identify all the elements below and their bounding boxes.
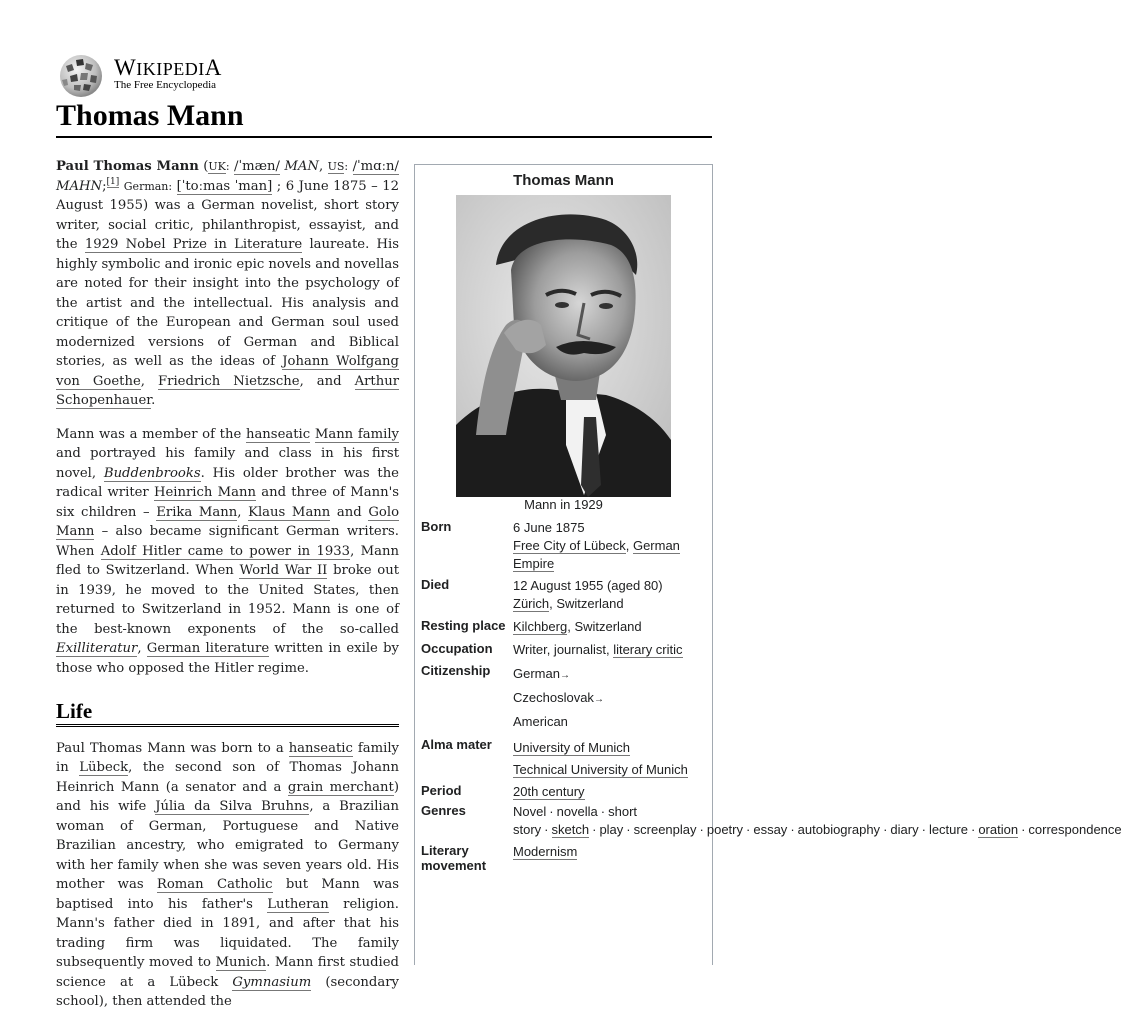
citizenship-label: Citizenship xyxy=(421,663,491,678)
genre-item: correspondence xyxy=(1028,822,1122,837)
lubeck-link[interactable]: Lübeck xyxy=(79,760,129,775)
born-date: 6 June 1875 xyxy=(513,520,585,535)
kilchberg-link[interactable]: Kilchberg xyxy=(513,619,568,634)
us-ipa-link[interactable]: /ˈmɑːn/ xyxy=(352,159,399,174)
genre-item: essay xyxy=(753,822,788,837)
german-ipa-link[interactable]: [ˈtoːmas ˈman] xyxy=(176,178,273,194)
uk-respelling: MAN xyxy=(284,159,319,174)
born-place-link[interactable]: Free City of Lübeck xyxy=(513,538,626,553)
mann-family-link[interactable]: Mann family xyxy=(314,426,399,442)
life-text-h: . Mann first studied science at a Lübeck xyxy=(56,955,399,990)
p2-text-c: . His older brother was the radical writer xyxy=(56,465,399,500)
uk-pronunciation-link[interactable]: UK xyxy=(208,160,226,173)
exilliteratur-link[interactable]: Exilliteratur xyxy=(56,641,138,656)
genre-item: short story xyxy=(513,804,638,837)
20th-century-link[interactable]: 20th century xyxy=(513,784,585,799)
genre-item: autobiography xyxy=(797,822,881,837)
german-empire-link[interactable]: German Empire xyxy=(513,538,680,571)
golo-mann-link[interactable]: Golo Mann xyxy=(56,504,400,539)
zurich-link[interactable]: Zürich xyxy=(513,596,550,611)
genres-value: Novel · novella · short story · sketch · play · screenplay · poetry · essay · autobiography · diary · lecture · oration · correspondence xyxy=(513,804,1122,837)
intro-text-b: laureate. His highly symbolic and ironic epic novels and novellas are noted for their insight into the psychology of the artist and the intellectual. His analysis and critique of the European and German soul used modernized versions of German and Biblical stories, as well as the ideas of xyxy=(56,237,400,369)
roman-catholic-link[interactable]: Roman Catholic xyxy=(156,877,273,892)
klaus-mann-link[interactable]: Klaus Mann xyxy=(248,504,331,520)
life-text-d: ) and his wife xyxy=(56,779,399,814)
oration-link[interactable]: oration xyxy=(978,822,1019,837)
genre-item: lecture xyxy=(928,822,968,837)
goethe-link[interactable]: Johann Wolfgang von Goethe xyxy=(56,354,399,389)
row-occupation xyxy=(421,641,709,659)
citizenship-czechoslovak: Czechoslovak xyxy=(513,690,594,705)
hitler-power-link[interactable]: Adolf Hitler came to power in 1933 xyxy=(100,543,351,559)
genre-item: novella xyxy=(556,804,598,819)
life-text-c: , the second son of Thomas Johann Heinrich Mann (a senator and a xyxy=(56,760,399,795)
site-header xyxy=(56,54,716,98)
heinrich-mann-link[interactable]: Heinrich Mann xyxy=(153,485,256,500)
row-died xyxy=(421,577,709,613)
genre-item: screenplay xyxy=(633,822,697,837)
row-born xyxy=(421,519,709,573)
p2-text-g: broke out in 1939, he moved to the United States, then returned to Switzerland in 1952. Mann is one of the best-known exponents of the so-called xyxy=(56,563,399,637)
alma-mater-label: Alma mater xyxy=(421,737,492,752)
died-country: Switzerland xyxy=(556,596,624,611)
genre-item: play xyxy=(599,822,624,837)
died-value: 12 August 1955 (aged 80) Zürich, Switzerland xyxy=(513,577,709,613)
us-pronunciation-link[interactable]: US xyxy=(327,160,345,173)
citizenship-american: American xyxy=(513,714,568,729)
occupation-label: Occupation xyxy=(421,641,493,656)
life-text-b: family in xyxy=(56,740,399,775)
row-citizenship xyxy=(421,663,709,733)
literary-critic-link[interactable]: literary critic xyxy=(613,642,683,657)
literary-movement-label: Literary movement xyxy=(421,843,487,873)
schopenhauer-link[interactable]: Arthur Schopenhauer xyxy=(56,373,400,408)
page-title: Thomas Mann xyxy=(56,96,712,138)
wikipedia-wordmark[interactable] xyxy=(114,56,222,92)
german-label: German xyxy=(123,179,169,193)
subject-name: Paul Thomas Mann xyxy=(56,159,199,174)
section-heading-life: Life xyxy=(56,702,399,727)
row-literary-movement xyxy=(421,843,709,873)
uk-ipa-link[interactable]: /ˈmæn/ xyxy=(234,159,280,174)
arrow-right-icon: → xyxy=(593,694,604,705)
julia-bruhns-link[interactable]: Júlia da Silva Bruhns xyxy=(155,799,310,814)
intro-text-a: ; 6 June 1875 – 12 August 1955) was a German novelist, short story writer, social critic, philanthropist, essayist, and the xyxy=(56,178,400,252)
wordmark-title: WIKIPEDIA xyxy=(114,55,222,80)
infobox-rows xyxy=(421,519,1122,873)
infobox-title: Thomas Mann xyxy=(513,172,614,189)
life-text-g: religion. Mann's father died in 1891, and after that his trading firm was liquidated. The family subsequently moved to xyxy=(56,896,399,970)
arrow-right-icon: → xyxy=(559,670,570,681)
life-text-f: but Mann was baptised into his father's xyxy=(56,877,399,912)
period-value xyxy=(513,783,709,801)
period-label: Period xyxy=(421,783,462,798)
row-genres xyxy=(421,803,1122,839)
life-text-e: , a Brazilian woman of German, Portuguese and Native Brazilian ancestry, who emigrated to Germany with her family when she was seven years old. His mother was xyxy=(56,799,399,892)
lutheran-link[interactable]: Lutheran xyxy=(267,896,329,912)
modernism-link[interactable]: Modernism xyxy=(513,844,578,859)
row-resting-place xyxy=(421,618,709,636)
p2-text-b: and portrayed his family and class in his first novel, xyxy=(56,446,399,481)
erika-mann-link[interactable]: Erika Mann xyxy=(156,504,238,520)
died-label: Died xyxy=(421,577,450,592)
row-period xyxy=(421,783,709,801)
p2-text-h: written in exile by those who opposed the Hitler regime. xyxy=(56,641,399,676)
university-munich-link[interactable]: University of Munich xyxy=(513,740,631,755)
life-text-a: Paul Thomas Mann was born to a xyxy=(56,740,289,756)
sketch-link[interactable]: sketch xyxy=(551,822,590,837)
born-value: 6 June 1875 Free City of Lübeck, German Empire xyxy=(513,519,709,573)
wordmark-tagline: The Free Encyclopedia xyxy=(114,79,217,91)
life-hanseatic-link[interactable]: hanseatic xyxy=(288,740,353,756)
literary-movement-value xyxy=(513,843,709,873)
p2-text-e: – also became significant German writers. When xyxy=(56,524,399,559)
intro-paragraph-1: Paul Thomas Mann (UK: /ˈmæn/ MAN, US: /ˈmɑːn/ MAHN;[1] German: [ˈtoːmas ˈman] ; 6 June 1875 – 12 August 1955) was a German novelist, short story writer, social critic, philanthropist, essayist, and the 1929 Nobel Prize in Literature laureate. His highly symbolic and ironic epic novels and novellas are noted for their insight into the psychology of the artist and the intellectual. His analysis and critique of the European and German soul used modernized versions of German and Biblical stories, as well as the ideas of Johann Wolfgang von Goethe, Friedrich Nietzsche, and Arthur Schopenhauer. xyxy=(56,159,400,408)
died-date: 12 August 1955 (aged 80) xyxy=(513,578,663,593)
gymnasium-link[interactable]: Gymnasium xyxy=(232,974,312,990)
occupation-text: Writer, journalist, xyxy=(513,642,614,657)
genres-label: Genres xyxy=(421,803,466,818)
buddenbrooks-link[interactable]: Buddenbrooks xyxy=(103,465,201,481)
nietzsche-link[interactable]: Friedrich Nietzsche xyxy=(157,373,300,389)
resting-country: Switzerland xyxy=(574,619,642,634)
wikipedia-globe-icon[interactable] xyxy=(56,54,106,98)
infobox xyxy=(414,164,1122,965)
row-alma-mater xyxy=(421,737,709,781)
resting-value: Kilchberg, Switzerland xyxy=(513,619,642,634)
portrait-caption: Mann in 1929 xyxy=(524,497,603,512)
born-label: Born xyxy=(421,519,452,534)
reference-1[interactable]: [1] xyxy=(106,177,120,188)
p2-text-f: , Mann fled to Switzerland. When xyxy=(56,543,399,578)
p2-text-d: and three of Mann's six children – xyxy=(56,485,399,520)
resting-label: Resting place xyxy=(421,618,506,633)
citizenship-german: German xyxy=(513,666,560,681)
p2-text-a: Mann was a member of the xyxy=(56,426,246,442)
article-body xyxy=(56,157,399,1026)
portrait-photo[interactable] xyxy=(456,195,671,497)
occupation-value xyxy=(513,641,709,659)
genre-item: diary xyxy=(890,822,919,837)
technical-university-munich-link[interactable]: Technical University of Munich xyxy=(513,762,688,777)
genre-item: poetry xyxy=(706,822,743,837)
life-text-i: (secondary school), then attended the xyxy=(56,974,399,1009)
nobel-prize-link[interactable]: 1929 Nobel Prize in Literature xyxy=(84,237,303,252)
alma-mater-value xyxy=(513,737,709,781)
life-paragraph-1 xyxy=(56,739,399,1012)
ww2-link[interactable]: World War II xyxy=(239,563,328,578)
us-respelling: MAHN xyxy=(56,178,103,194)
citizenship-value xyxy=(513,663,709,733)
genre-item: Novel xyxy=(513,804,547,819)
grain-merchant-link[interactable]: grain merchant xyxy=(287,779,394,795)
intro-paragraph-2: Mann was a member of the hanseatic Mann family and portrayed his family and class in his first novel, Buddenbrooks. His older brother was the radical writer Heinrich Mann and three of Mann's six children – Erika Mann, Klaus Mann and Golo Mann – also became significant German writers. When Adolf Hitler came to power in 1933, Mann fled to Switzerland. When World War II broke out in 1939, he moved to the United States, then returned to Switzerland in 1952. Mann is one of the best-known exponents of the so-called Exilliteratur, German literature written in exile by those who opposed the Hitler regime. xyxy=(56,426,400,676)
hanseatic-link[interactable]: hanseatic xyxy=(245,426,311,442)
german-literature-link[interactable]: German literature xyxy=(146,641,270,656)
munich-link[interactable]: Munich xyxy=(215,955,267,970)
